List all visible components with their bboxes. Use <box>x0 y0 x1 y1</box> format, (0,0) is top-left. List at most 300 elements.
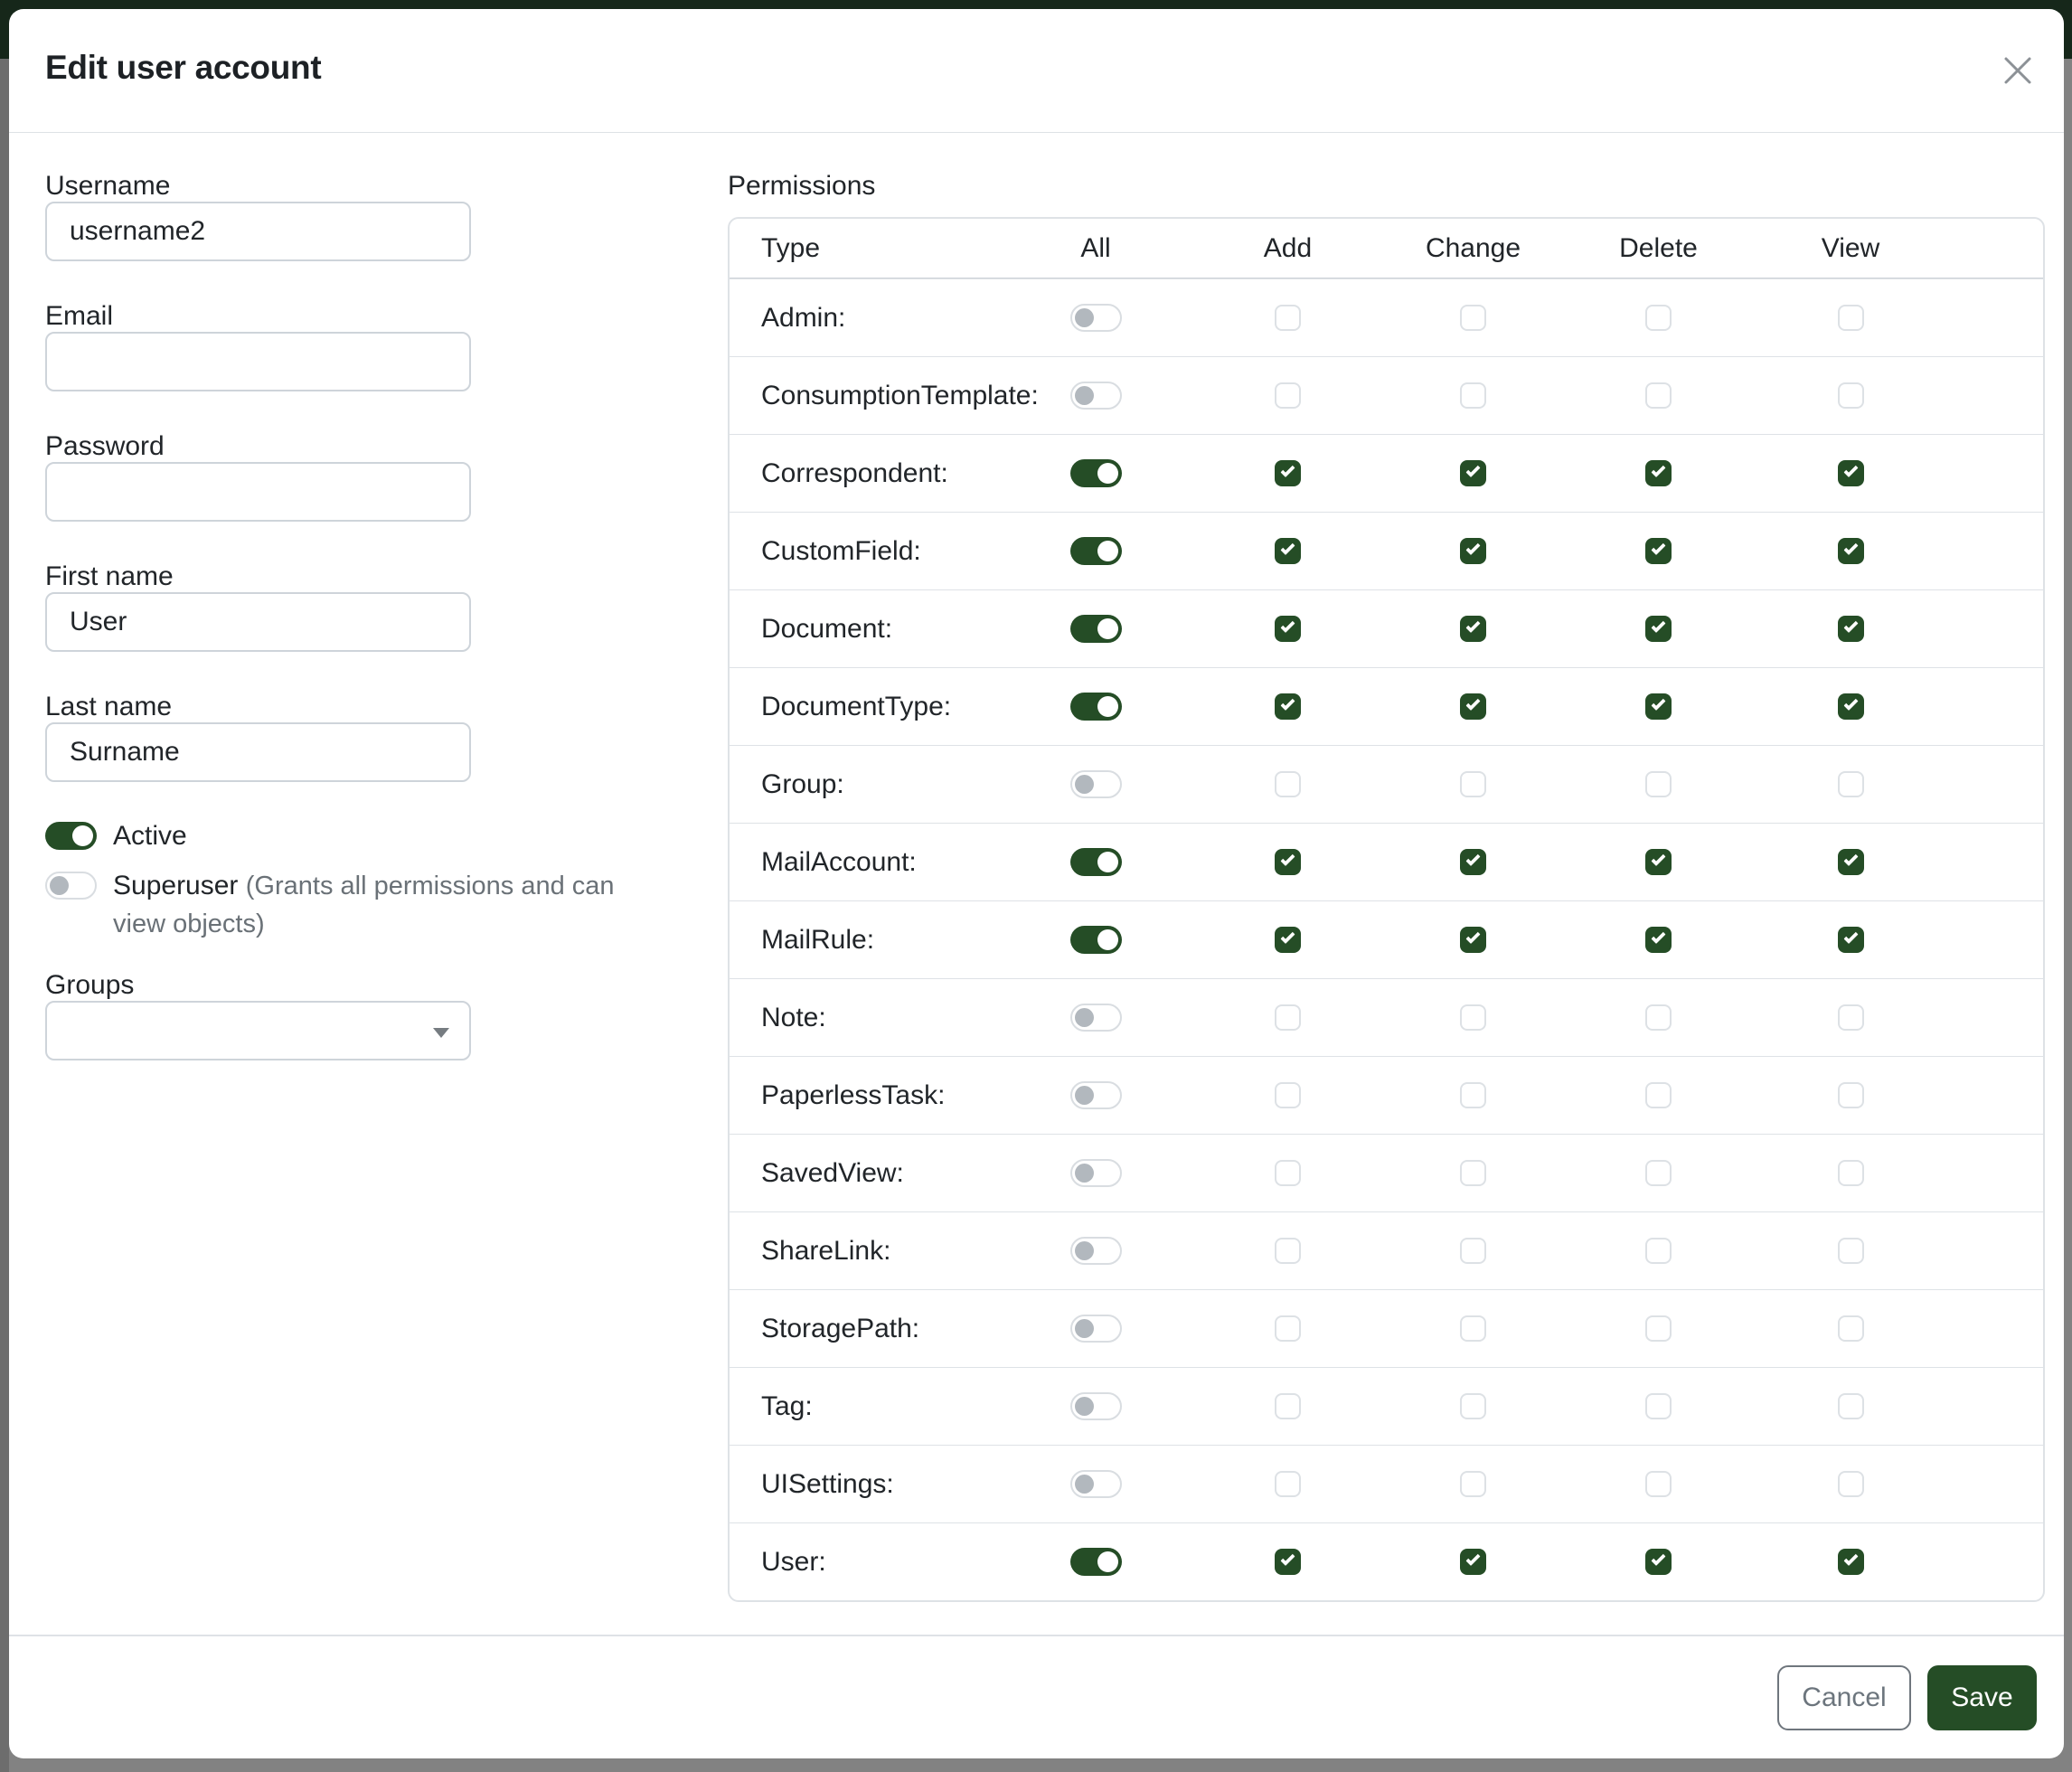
permission-add-checkbox[interactable] <box>1275 382 1301 409</box>
permissions-label: Permissions <box>728 171 876 201</box>
permission-change-cell <box>1380 771 1566 797</box>
active-toggle-row <box>45 822 624 850</box>
toggle-knob <box>1075 775 1094 794</box>
permission-view-cell <box>1751 1315 1950 1342</box>
permission-view-checkbox[interactable] <box>1838 927 1864 953</box>
permission-change-cell <box>1380 616 1566 642</box>
permission-delete-cell <box>1566 1471 1751 1497</box>
permission-add-cell <box>1195 1004 1380 1031</box>
permission-all-cell <box>996 615 1195 643</box>
permission-delete-cell <box>1566 1238 1751 1264</box>
permission-add-checkbox[interactable] <box>1275 1238 1301 1264</box>
permission-add-checkbox[interactable] <box>1275 693 1301 720</box>
email-label: Email <box>45 301 114 331</box>
checkmark-icon <box>1465 1551 1480 1566</box>
permission-type-label: Admin: <box>761 302 846 333</box>
permission-all-toggle[interactable] <box>1070 926 1122 954</box>
permission-change-checkbox[interactable] <box>1460 616 1486 642</box>
permission-all-cell <box>996 537 1195 565</box>
password-group <box>45 431 624 522</box>
checkmark-icon <box>1843 463 1858 477</box>
checkmark-icon <box>1843 929 1858 944</box>
permission-view-cell <box>1751 1471 1950 1497</box>
first-name-input[interactable] <box>45 592 471 652</box>
permission-add-checkbox[interactable] <box>1275 1082 1301 1108</box>
permission-type-label: ShareLink: <box>761 1235 891 1266</box>
permission-view-cell <box>1751 1004 1950 1031</box>
permission-add-cell <box>1195 382 1380 409</box>
permission-all-cell <box>996 1004 1195 1032</box>
permission-view-checkbox[interactable] <box>1838 305 1864 331</box>
permission-view-cell <box>1751 1393 1950 1419</box>
permission-all-toggle[interactable] <box>1070 1004 1122 1032</box>
permission-row <box>730 1134 2043 1211</box>
permission-delete-cell <box>1566 538 1751 564</box>
permission-add-cell <box>1195 1315 1380 1342</box>
permission-view-checkbox[interactable] <box>1838 616 1864 642</box>
toggle-knob <box>1097 1551 1118 1572</box>
permission-delete-cell <box>1566 927 1751 953</box>
last-name-label: Last name <box>45 692 173 721</box>
permission-view-cell <box>1751 538 1950 564</box>
permission-change-checkbox[interactable] <box>1460 382 1486 409</box>
permission-view-cell <box>1751 1082 1950 1108</box>
permission-row <box>730 1211 2043 1289</box>
groups-label: Groups <box>45 970 135 1000</box>
permission-row <box>730 978 2043 1056</box>
toggle-knob <box>1075 1397 1094 1416</box>
permission-change-checkbox[interactable] <box>1460 693 1486 720</box>
permission-delete-cell <box>1566 771 1751 797</box>
permission-change-cell <box>1380 927 1566 953</box>
permission-change-checkbox[interactable] <box>1460 1315 1486 1342</box>
checkmark-icon <box>1280 463 1295 477</box>
column-header-delete: Delete <box>1619 232 1698 263</box>
permission-delete-cell <box>1566 1315 1751 1342</box>
toggle-knob <box>1075 1008 1094 1027</box>
permission-change-checkbox[interactable] <box>1460 1160 1486 1186</box>
permission-view-cell <box>1751 927 1950 953</box>
checkmark-icon <box>1843 618 1858 633</box>
first-name-label: First name <box>45 561 174 591</box>
permission-all-toggle[interactable] <box>1070 1548 1122 1576</box>
checkmark-icon <box>1465 541 1480 555</box>
permission-change-checkbox[interactable] <box>1460 1471 1486 1497</box>
permission-all-cell <box>996 1470 1195 1498</box>
permission-type-label: CustomField: <box>761 535 921 566</box>
password-label: Password <box>45 431 165 461</box>
permission-add-checkbox[interactable] <box>1275 1160 1301 1186</box>
permission-all-cell <box>996 1159 1195 1187</box>
save-button[interactable]: Save <box>1927 1665 2037 1730</box>
permission-change-checkbox[interactable] <box>1460 1549 1486 1575</box>
background-page-edge <box>0 59 9 1772</box>
close-button[interactable] <box>1999 52 2037 90</box>
permission-delete-cell <box>1566 1004 1751 1031</box>
permission-view-cell <box>1751 849 1950 875</box>
permission-add-checkbox[interactable] <box>1275 927 1301 953</box>
permission-all-cell <box>996 1237 1195 1265</box>
permission-add-checkbox[interactable] <box>1275 1549 1301 1575</box>
permission-delete-checkbox[interactable] <box>1645 305 1672 331</box>
permission-view-checkbox[interactable] <box>1838 693 1864 720</box>
permission-all-toggle[interactable] <box>1070 693 1122 721</box>
permission-all-toggle[interactable] <box>1070 1392 1122 1420</box>
permission-delete-checkbox[interactable] <box>1645 771 1672 797</box>
permission-row <box>730 900 2043 978</box>
permission-all-cell <box>996 926 1195 954</box>
permission-change-cell <box>1380 1160 1566 1186</box>
permission-type-label: MailRule: <box>761 924 875 955</box>
permission-row <box>730 745 2043 823</box>
checkmark-icon <box>1280 541 1295 555</box>
toggle-knob <box>1075 1319 1094 1338</box>
checkmark-icon <box>1651 541 1665 555</box>
checkmark-icon <box>1651 696 1665 711</box>
permission-row <box>730 434 2043 512</box>
toggle-knob <box>1097 696 1118 717</box>
permission-type-label: SavedView: <box>761 1157 904 1188</box>
permission-add-cell <box>1195 693 1380 720</box>
checkmark-icon <box>1280 696 1295 711</box>
permissions-header-row <box>730 219 2043 278</box>
toggle-knob <box>72 825 93 846</box>
permission-delete-cell <box>1566 1160 1751 1186</box>
permission-delete-checkbox[interactable] <box>1645 538 1672 564</box>
permission-change-checkbox[interactable] <box>1460 771 1486 797</box>
modal-header <box>9 9 2064 133</box>
permission-row <box>730 1289 2043 1367</box>
permission-delete-checkbox[interactable] <box>1645 460 1672 486</box>
checkmark-icon <box>1843 1551 1858 1566</box>
permission-row <box>730 512 2043 589</box>
permission-type-label: Correspondent: <box>761 457 948 488</box>
checkmark-icon <box>1465 696 1480 711</box>
permission-all-toggle[interactable] <box>1070 1470 1122 1498</box>
checkmark-icon <box>1651 463 1665 477</box>
permission-add-checkbox[interactable] <box>1275 460 1301 486</box>
superuser-label: Superuser <box>113 871 239 900</box>
permission-all-toggle[interactable] <box>1070 537 1122 565</box>
email-group <box>45 301 624 391</box>
permissions-section <box>728 171 2045 1635</box>
checkmark-icon <box>1280 852 1295 866</box>
checkmark-icon <box>1465 463 1480 477</box>
permission-add-checkbox[interactable] <box>1275 771 1301 797</box>
permission-delete-checkbox[interactable] <box>1645 1004 1672 1031</box>
toggle-knob <box>1097 929 1118 950</box>
permission-delete-cell <box>1566 382 1751 409</box>
checkmark-icon <box>1280 618 1295 633</box>
permission-all-cell <box>996 770 1195 798</box>
permission-add-cell <box>1195 1160 1380 1186</box>
permission-all-toggle[interactable] <box>1070 1081 1122 1109</box>
permission-row <box>730 1056 2043 1134</box>
toggle-knob <box>1097 852 1118 872</box>
permission-add-cell <box>1195 1549 1380 1575</box>
permission-delete-checkbox[interactable] <box>1645 693 1672 720</box>
permission-delete-checkbox[interactable] <box>1645 616 1672 642</box>
toggle-knob <box>50 876 69 895</box>
permission-add-cell <box>1195 1082 1380 1108</box>
active-toggle[interactable] <box>45 822 97 850</box>
checkmark-icon <box>1651 929 1665 944</box>
permission-view-checkbox[interactable] <box>1838 1238 1864 1264</box>
permission-delete-checkbox[interactable] <box>1645 1471 1672 1497</box>
permission-view-checkbox[interactable] <box>1838 1393 1864 1419</box>
permission-all-toggle[interactable] <box>1070 304 1122 332</box>
permission-delete-cell <box>1566 616 1751 642</box>
toggle-knob <box>1075 1475 1094 1494</box>
permission-delete-cell <box>1566 849 1751 875</box>
permission-view-checkbox[interactable] <box>1838 1549 1864 1575</box>
permission-change-cell <box>1380 1471 1566 1497</box>
permission-change-cell <box>1380 538 1566 564</box>
permission-all-cell <box>996 848 1195 876</box>
email-field[interactable] <box>45 332 471 391</box>
checkmark-icon <box>1651 1551 1665 1566</box>
permission-delete-checkbox[interactable] <box>1645 1549 1672 1575</box>
first-name-group <box>45 561 624 652</box>
permission-all-toggle[interactable] <box>1070 770 1122 798</box>
user-form <box>45 171 624 1635</box>
permission-type-label: Document: <box>761 613 893 644</box>
permission-row <box>730 823 2043 900</box>
permission-view-checkbox[interactable] <box>1838 382 1864 409</box>
permission-change-cell <box>1380 693 1566 720</box>
permission-delete-cell <box>1566 1393 1751 1419</box>
last-name-group <box>45 692 624 782</box>
permission-row <box>730 1367 2043 1445</box>
permission-add-cell <box>1195 1238 1380 1264</box>
permission-all-toggle[interactable] <box>1070 615 1122 643</box>
toggle-knob <box>1075 1241 1094 1260</box>
permission-change-cell <box>1380 305 1566 331</box>
permission-change-checkbox[interactable] <box>1460 1238 1486 1264</box>
checkmark-icon <box>1651 618 1665 633</box>
last-name-input[interactable] <box>45 722 471 782</box>
permission-delete-checkbox[interactable] <box>1645 849 1672 875</box>
chevron-down-icon <box>433 1028 449 1038</box>
permission-all-toggle[interactable] <box>1070 1159 1122 1187</box>
permission-all-cell <box>996 1081 1195 1109</box>
permission-view-checkbox[interactable] <box>1838 538 1864 564</box>
permission-add-cell <box>1195 305 1380 331</box>
permission-delete-cell <box>1566 460 1751 486</box>
permission-change-cell <box>1380 849 1566 875</box>
permission-change-checkbox[interactable] <box>1460 305 1486 331</box>
permission-view-checkbox[interactable] <box>1838 1160 1864 1186</box>
permission-row <box>730 589 2043 667</box>
permission-type-label: MailAccount: <box>761 846 917 877</box>
permission-change-checkbox[interactable] <box>1460 460 1486 486</box>
permission-view-cell <box>1751 771 1950 797</box>
permission-add-checkbox[interactable] <box>1275 616 1301 642</box>
modal-title: Edit user account <box>45 49 322 86</box>
username-group <box>45 171 624 261</box>
superuser-toggle[interactable] <box>45 872 97 900</box>
username-input[interactable] <box>45 202 471 261</box>
permission-add-checkbox[interactable] <box>1275 1004 1301 1031</box>
superuser-toggle-row <box>45 872 624 943</box>
permission-type-label: ConsumptionTemplate: <box>761 380 1039 410</box>
toggle-knob <box>1097 618 1118 639</box>
permission-change-cell <box>1380 1393 1566 1419</box>
permission-all-toggle[interactable] <box>1070 1237 1122 1265</box>
permission-type-label: DocumentType: <box>761 691 952 721</box>
permission-delete-checkbox[interactable] <box>1645 1315 1672 1342</box>
permission-view-cell <box>1751 1549 1950 1575</box>
username-label: Username <box>45 171 171 201</box>
permission-change-checkbox[interactable] <box>1460 1082 1486 1108</box>
groups-group <box>45 970 624 1060</box>
permission-add-cell <box>1195 927 1380 953</box>
permission-view-checkbox[interactable] <box>1838 849 1864 875</box>
permission-type-label: StoragePath: <box>761 1313 920 1343</box>
checkmark-icon <box>1465 929 1480 944</box>
toggle-knob <box>1075 1164 1094 1183</box>
permission-add-cell <box>1195 1393 1380 1419</box>
permission-delete-checkbox[interactable] <box>1645 1238 1672 1264</box>
permission-change-cell <box>1380 1238 1566 1264</box>
toggle-knob <box>1075 386 1094 405</box>
permission-all-cell <box>996 1548 1195 1576</box>
permission-type-label: User: <box>761 1546 826 1577</box>
superuser-text <box>113 867 624 943</box>
permission-change-checkbox[interactable] <box>1460 927 1486 953</box>
permission-view-checkbox[interactable] <box>1838 1471 1864 1497</box>
permission-type-label: UISettings: <box>761 1468 894 1499</box>
permission-add-cell <box>1195 1471 1380 1497</box>
permission-view-cell <box>1751 460 1950 486</box>
column-header-view: View <box>1821 232 1880 263</box>
permission-change-cell <box>1380 1004 1566 1031</box>
permission-view-cell <box>1751 1160 1950 1186</box>
cancel-button[interactable]: Cancel <box>1777 1665 1911 1730</box>
column-header-add: Add <box>1263 232 1313 263</box>
permission-delete-cell <box>1566 1549 1751 1575</box>
permission-add-cell <box>1195 538 1380 564</box>
column-header-all: All <box>1080 232 1111 263</box>
permission-change-checkbox[interactable] <box>1460 1393 1486 1419</box>
edit-user-modal <box>9 9 2064 1758</box>
checkmark-icon <box>1280 1551 1295 1566</box>
modal-footer <box>9 1635 2064 1758</box>
permission-add-checkbox[interactable] <box>1275 1315 1301 1342</box>
permission-change-cell <box>1380 1315 1566 1342</box>
groups-select[interactable] <box>45 1001 471 1060</box>
permission-all-cell <box>996 1392 1195 1420</box>
permission-row <box>730 667 2043 745</box>
toggle-knob <box>1075 308 1094 327</box>
checkmark-icon <box>1465 618 1480 633</box>
permission-all-cell <box>996 382 1195 410</box>
permission-change-checkbox[interactable] <box>1460 849 1486 875</box>
permission-delete-cell <box>1566 1082 1751 1108</box>
permission-row <box>730 356 2043 434</box>
permission-delete-checkbox[interactable] <box>1645 382 1672 409</box>
checkmark-icon <box>1843 696 1858 711</box>
permission-all-toggle[interactable] <box>1070 459 1122 487</box>
toggle-knob <box>1075 1086 1094 1105</box>
permission-all-toggle[interactable] <box>1070 848 1122 876</box>
permission-type-label: PaperlessTask: <box>761 1079 946 1110</box>
column-header-change: Change <box>1425 232 1521 263</box>
permission-delete-checkbox[interactable] <box>1645 1160 1672 1186</box>
permission-view-cell <box>1751 382 1950 409</box>
permission-add-cell <box>1195 460 1380 486</box>
permission-delete-checkbox[interactable] <box>1645 927 1672 953</box>
superuser-hint: (Grants all permissions and can view objects) <box>113 872 615 938</box>
permission-change-checkbox[interactable] <box>1460 1004 1486 1031</box>
permission-view-checkbox[interactable] <box>1838 1082 1864 1108</box>
column-header-type: Type <box>761 232 821 263</box>
permission-delete-checkbox[interactable] <box>1645 1393 1672 1419</box>
permission-add-checkbox[interactable] <box>1275 849 1301 875</box>
permission-view-cell <box>1751 305 1950 331</box>
toggle-knob <box>1097 463 1118 484</box>
checkmark-icon <box>1280 929 1295 944</box>
permissions-table <box>728 217 2045 1602</box>
permissions-rows <box>730 278 2043 1600</box>
permission-add-cell <box>1195 849 1380 875</box>
modal-body <box>9 133 2064 1635</box>
permission-change-cell <box>1380 1549 1566 1575</box>
permission-add-checkbox[interactable] <box>1275 305 1301 331</box>
checkmark-icon <box>1843 541 1858 555</box>
permission-delete-checkbox[interactable] <box>1645 1082 1672 1108</box>
permission-all-cell <box>996 304 1195 332</box>
permission-change-cell <box>1380 460 1566 486</box>
permission-add-checkbox[interactable] <box>1275 1471 1301 1497</box>
permission-view-checkbox[interactable] <box>1838 771 1864 797</box>
permission-row <box>730 1445 2043 1522</box>
close-icon <box>2002 55 2033 89</box>
permission-view-checkbox[interactable] <box>1838 1004 1864 1031</box>
permission-all-toggle[interactable] <box>1070 382 1122 410</box>
toggle-knob <box>1097 541 1118 561</box>
permission-all-cell <box>996 693 1195 721</box>
permission-row <box>730 278 2043 356</box>
permission-change-checkbox[interactable] <box>1460 538 1486 564</box>
permission-row <box>730 1522 2043 1600</box>
permission-type-label: Group: <box>761 768 844 799</box>
permission-add-cell <box>1195 771 1380 797</box>
permission-type-label: Note: <box>761 1002 826 1032</box>
active-label: Active <box>113 821 187 851</box>
checkmark-icon <box>1651 852 1665 866</box>
permission-view-cell <box>1751 693 1950 720</box>
permission-all-toggle[interactable] <box>1070 1315 1122 1343</box>
password-field[interactable] <box>45 462 471 522</box>
permission-view-checkbox[interactable] <box>1838 1315 1864 1342</box>
permission-add-checkbox[interactable] <box>1275 1393 1301 1419</box>
permission-view-checkbox[interactable] <box>1838 460 1864 486</box>
permission-view-cell <box>1751 1238 1950 1264</box>
permission-change-cell <box>1380 382 1566 409</box>
permission-all-cell <box>996 459 1195 487</box>
permission-delete-cell <box>1566 305 1751 331</box>
permission-change-cell <box>1380 1082 1566 1108</box>
permission-delete-cell <box>1566 693 1751 720</box>
permission-add-cell <box>1195 616 1380 642</box>
permission-view-cell <box>1751 616 1950 642</box>
permission-all-cell <box>996 1315 1195 1343</box>
checkmark-icon <box>1465 852 1480 866</box>
permission-type-label: Tag: <box>761 1390 813 1421</box>
permission-add-checkbox[interactable] <box>1275 538 1301 564</box>
checkmark-icon <box>1843 852 1858 866</box>
